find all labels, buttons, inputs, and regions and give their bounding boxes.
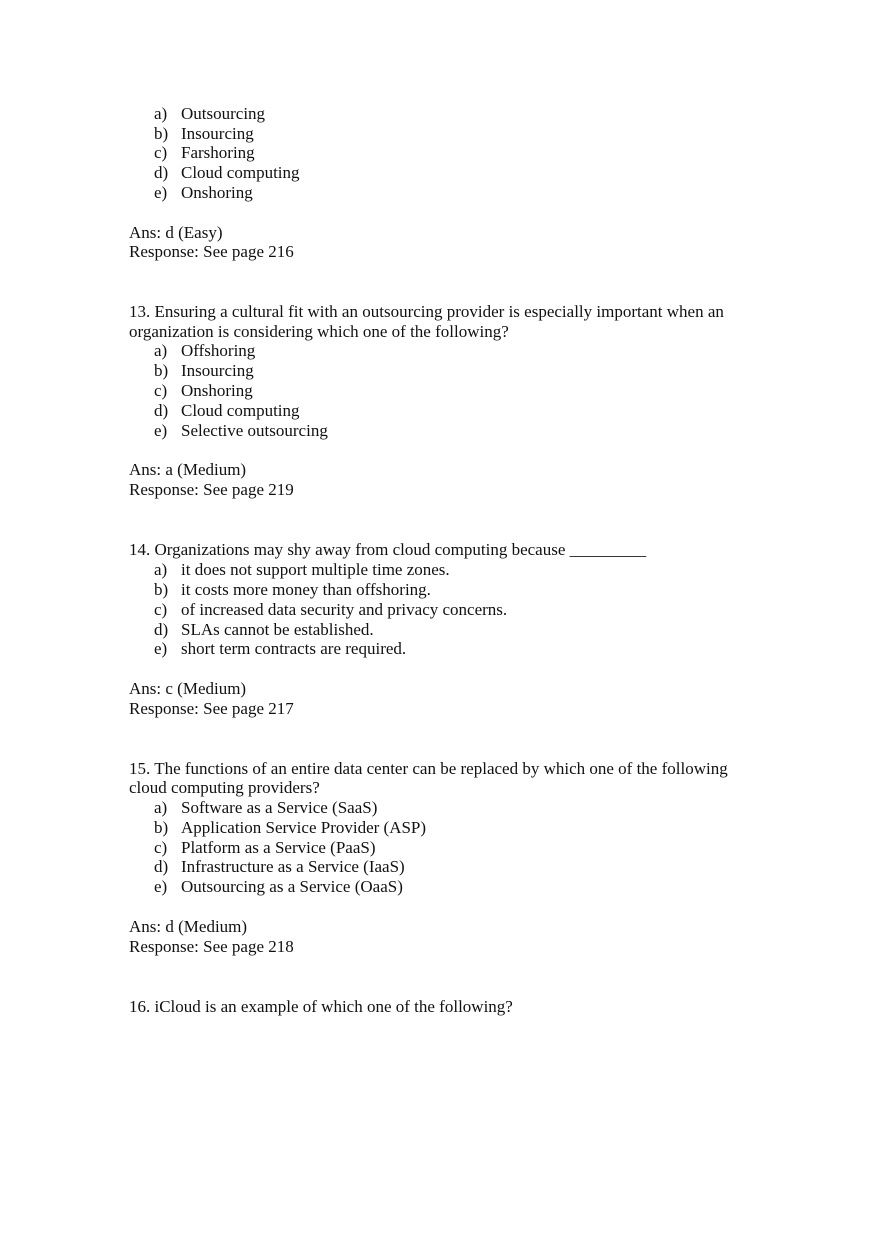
option-letter: a) (154, 560, 168, 579)
option-letter: a) (154, 341, 168, 360)
option-letter: c) (154, 838, 168, 857)
response-line: Response: See page 216 (129, 242, 294, 261)
option-text: short term contracts are required. (181, 639, 407, 658)
option-letter: d) (154, 401, 169, 420)
option-text: Platform as a Service (PaaS) (181, 838, 376, 857)
option-letter: c) (154, 143, 168, 162)
option-text: Application Service Provider (ASP) (181, 818, 427, 837)
question-text: 14. Organizations may shy away from cloud computing because _________ (129, 540, 647, 559)
option-letter: b) (154, 580, 169, 599)
option-text: Onshoring (181, 381, 253, 400)
option-letter: d) (154, 620, 169, 639)
option-text: Cloud computing (181, 163, 300, 182)
option-text: Software as a Service (SaaS) (181, 798, 378, 817)
answer-line: Ans: d (Medium) (129, 917, 248, 936)
question-text: 13. Ensuring a cultural fit with an outsourcing provider is especially important when an (129, 302, 724, 321)
option-text: it does not support multiple time zones. (181, 560, 450, 579)
option-text: Selective outsourcing (181, 421, 328, 440)
option-letter: e) (154, 421, 168, 440)
response-line: Response: See page 219 (129, 480, 294, 499)
option-letter: c) (154, 381, 168, 400)
question-text: cloud computing providers? (129, 778, 320, 797)
option-text: SLAs cannot be established. (181, 620, 374, 639)
option-text: it costs more money than offshoring. (181, 580, 431, 599)
option-letter: e) (154, 877, 168, 896)
answer-line: Ans: d (Easy) (129, 223, 223, 242)
response-line: Response: See page 218 (129, 937, 294, 956)
option-letter: d) (154, 857, 169, 876)
question-text: organization is considering which one of the following? (129, 322, 509, 341)
option-letter: b) (154, 124, 169, 143)
question-text: 15. The functions of an entire data center can be replaced by which one of the following (129, 759, 728, 778)
option-text: Farshoring (181, 143, 255, 162)
response-line: Response: See page 217 (129, 699, 294, 718)
option-text: of increased data security and privacy concerns. (181, 600, 508, 619)
option-text: Outsourcing (181, 104, 266, 123)
option-text: Cloud computing (181, 401, 300, 420)
option-letter: c) (154, 600, 168, 619)
option-letter: d) (154, 163, 169, 182)
option-letter: b) (154, 361, 169, 380)
option-letter: e) (154, 639, 168, 658)
option-text: Insourcing (181, 361, 254, 380)
option-letter: e) (154, 183, 168, 202)
answer-line: Ans: c (Medium) (129, 679, 247, 698)
answer-line: Ans: a (Medium) (129, 460, 247, 479)
option-letter: a) (154, 798, 168, 817)
option-letter: a) (154, 104, 168, 123)
option-text: Offshoring (181, 341, 256, 360)
option-text: Outsourcing as a Service (OaaS) (181, 877, 403, 896)
option-text: Insourcing (181, 124, 254, 143)
option-text: Onshoring (181, 183, 253, 202)
option-text: Infrastructure as a Service (IaaS) (181, 857, 405, 876)
option-letter: b) (154, 818, 169, 837)
question-text: 16. iCloud is an example of which one of the following? (129, 997, 513, 1016)
